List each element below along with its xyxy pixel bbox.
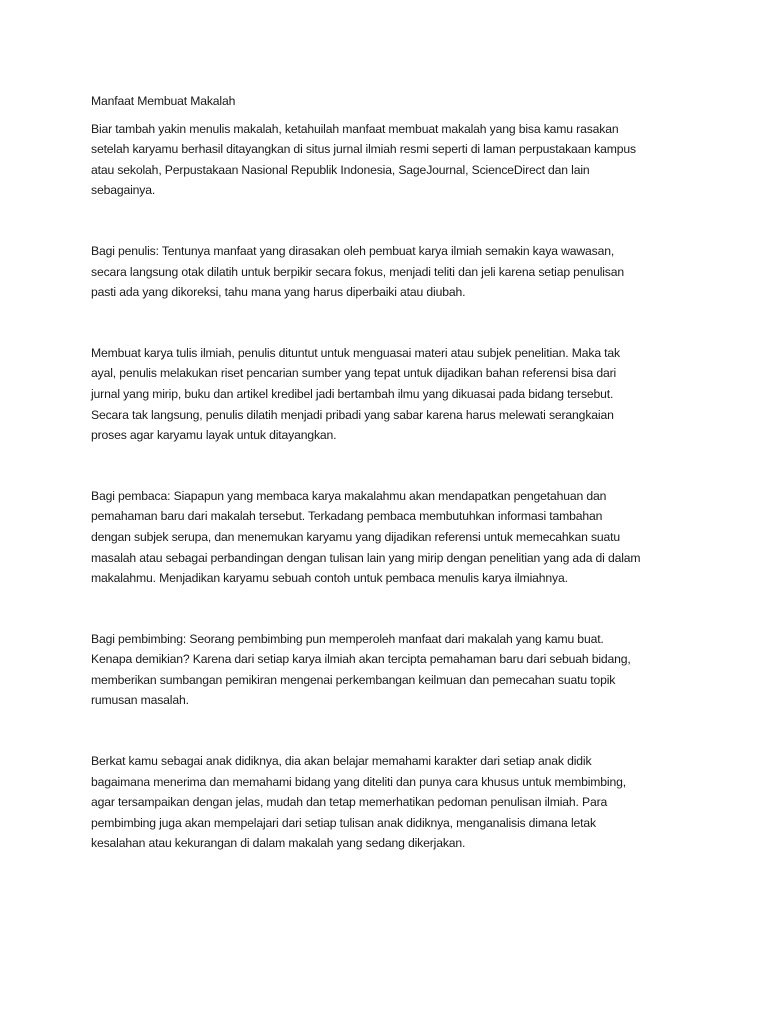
- paragraph-spacer: [91, 446, 691, 486]
- text-line: Bagi pembaca: Siapapun yang membaca karya makalahmu akan mendapatkan pengetahuan dan: [91, 488, 607, 503]
- text-line: bagaimana menerima dan memahami bidang yang diteliti dan punya cara khusus untuk membimbing,: [91, 774, 626, 789]
- document-body: [91, 91, 691, 854]
- text-line: kesalahan atau kekurangan di dalam makalah yang sedang dikerjakan.: [91, 836, 466, 851]
- text-line: rumusan masalah.: [91, 693, 189, 708]
- paragraph-spacer: [91, 303, 691, 343]
- text-line: Secara tak langsung, penulis dilatih menjadi pribadi yang sabar karena harus melewati serangkaian: [91, 407, 614, 422]
- text-line: secara langsung otak dilatih untuk berpikir secara fokus, menjadi teliti dan jeli karena setiap penulisan: [91, 264, 625, 279]
- paragraph-karya-tulis: [91, 343, 691, 446]
- text-line: dengan subjek serupa, dan menemukan karyamu yang dijadikan referensi untuk memecahkan suatu: [91, 529, 621, 544]
- text-line: setelah karyamu berhasil ditayangkan di situs jurnal ilmiah resmi seperti di laman perpustakaan kampus: [91, 142, 636, 157]
- paragraph-bagi-pembimbing: [91, 629, 691, 711]
- text-line: memberikan sumbangan pemikiran mengenai perkembangan keilmuan dan pemecahan suatu topik: [91, 672, 616, 687]
- paragraph-spacer: [91, 201, 691, 241]
- text-line: makalahmu. Menjadikan karyamu sebuah contoh untuk pembaca menulis karya ilmiahnya.: [91, 571, 568, 586]
- text-line: masalah atau sebagai perbandingan dengan tulisan lain yang mirip dengan penelitian yang ada di dalam: [91, 550, 641, 565]
- paragraph-anak-didik: [91, 751, 691, 854]
- paragraph-intro: [91, 119, 691, 201]
- text-line: jurnal yang mirip, buku dan artikel kredibel jadi bertambah ilmu yang dikuasai pada bidang tersebut.: [91, 386, 614, 401]
- document-title: Manfaat Membuat Makalah: [91, 94, 236, 108]
- text-line: proses agar karyamu layak untuk ditayangkan.: [91, 428, 337, 443]
- text-line: atau sekolah, Perpustakaan Nasional Republik Indonesia, SageJournal, ScienceDirect dan lain: [91, 162, 590, 177]
- text-line: Bagi pembimbing: Seorang pembimbing pun memperoleh manfaat dari makalah yang kamu buat.: [91, 631, 604, 646]
- text-line: pemahaman baru dari makalah tersebut. Terkadang pembaca membutuhkan informasi tambahan: [91, 509, 603, 524]
- paragraph-bagi-pembaca: [91, 486, 691, 589]
- text-line: Membuat karya tulis ilmiah, penulis dituntut untuk menguasai materi atau subjek penelitian. Maka tak: [91, 345, 620, 360]
- text-line: pasti ada yang dikoreksi, tahu mana yang harus diperbaiki atau diubah.: [91, 285, 466, 300]
- text-line: Bagi penulis: Tentunya manfaat yang dirasakan oleh pembuat karya ilmiah semakin kaya wawasan,: [91, 243, 615, 258]
- text-line: pembimbing juga akan mempelajari dari setiap tulisan anak didiknya, menganalisis dimana letak: [91, 815, 596, 830]
- text-line: Berkat kamu sebagai anak didiknya, dia akan belajar memahami karakter dari setiap anak didik: [91, 754, 592, 769]
- text-line: agar tersampaikan dengan jelas, mudah dan tetap memerhatikan pedoman penulisan ilmiah. Para: [91, 795, 608, 810]
- paragraph-bagi-penulis: [91, 241, 691, 303]
- paragraph-spacer: [91, 589, 691, 629]
- text-line: Kenapa demikian? Karena dari setiap karya ilmiah akan tercipta pemahaman baru dari sebuah bidang,: [91, 652, 631, 667]
- text-line: ayal, penulis melakukan riset pencarian sumber yang tepat untuk dijadikan bahan referensi bisa dari: [91, 366, 617, 381]
- text-line: Biar tambah yakin menulis makalah, ketahuilah manfaat membuat makalah yang bisa kamu rasakan: [91, 121, 619, 136]
- paragraph-spacer: [91, 711, 691, 751]
- text-line: sebagainya.: [91, 183, 156, 198]
